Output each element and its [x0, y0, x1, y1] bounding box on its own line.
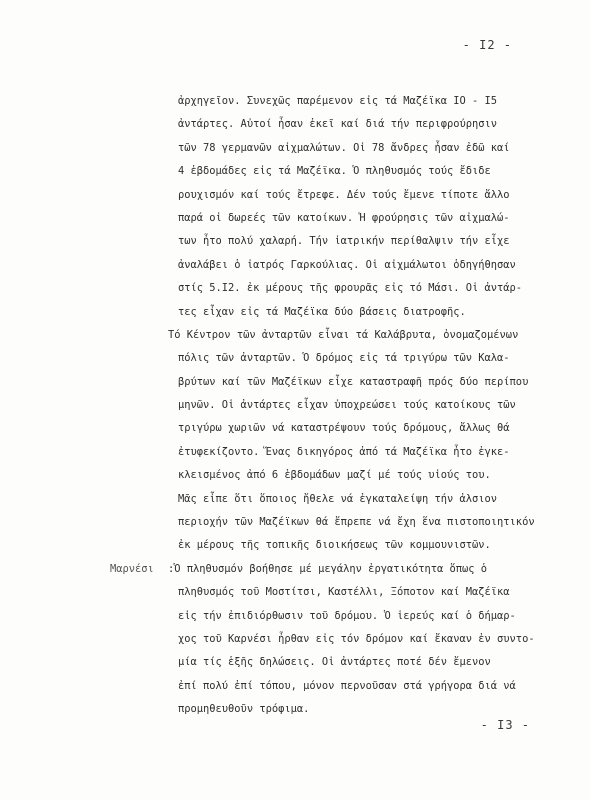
- text-line: βρύτων καί τῶν Μαζέϊκων εἶχε καταστραφῆ πρός δύο περίπου: [178, 375, 529, 388]
- text-line: τῶν 78 γερμανῶν αἰχμαλώτων. Οἱ 78 ἄνδρες ἦσαν ἐδῶ καί: [178, 141, 510, 154]
- text-line: ἐκ μέρους τῆς τοπικῆς διοικήσεως τῶν κομμουνιστῶν.: [178, 539, 491, 552]
- text-line: ἀντάρτες. Αὐτοί ἦσαν ἐκεῖ καί διά τήν περιφρούρησιν: [178, 118, 498, 131]
- text-line: 4 ἑβδομάδες εἰς τά Μαζέϊκα. Ὁ πληθυσμός τούς ἔδιδε: [178, 165, 491, 178]
- text-line: των ἦτο πολύ χαλαρή. Τήν ἰατρικήν περίθαλψιν τήν εἶχε: [178, 235, 510, 248]
- text-line: τριγύρω χωριῶν νά καταστρέψουν τούς δρόμους, ἄλλως θά: [178, 422, 510, 435]
- page-number-bottom: - I3 -: [480, 718, 530, 732]
- text-line: Τό Κέντρον τῶν ἀνταρτῶν εἶναι τά Καλάβρυτα, ὀνομαζομένων: [168, 328, 519, 341]
- text-line: ἐπί πολύ ἐπί τόπου, μόνον περνοῦσαν στά γρήγορα διά νά: [178, 679, 516, 692]
- text-line: χος τοῦ Καρνέσι ἦρθαν εἰς τόν δρόμον καί ἔκαναν ἐν συντο-: [178, 632, 535, 645]
- typed-body-text: [168, 90, 558, 722]
- text-line: παρά οἱ δωρεές τῶν κατοίκων. Ἡ φρούρησις τῶν αἰχμαλώ-: [178, 211, 510, 224]
- text-line: τες εἶχαν εἰς τά Μαζέϊκα δύο βάσεις διατροφῆς.: [178, 305, 466, 318]
- text-line: μία τίς ἑξῆς δηλώσεις. Οἱ ἀντάρτες ποτέ δέν ἔμενον: [178, 656, 491, 669]
- page-number-top: - I2 -: [462, 38, 512, 52]
- text-line: ρουχισμόν καί τούς ἔτρεφε. Δέν τούς ἔμενε τίποτε ἄλλο: [178, 188, 510, 201]
- text-line: ἀρχηγεῖον. Συνεχῶς παρέμενον εἰς τά Μαζέϊκα IO - I5: [178, 95, 498, 107]
- text-line: εἰς τήν ἐπιδιόρθωσιν τοῦ δρόμου. Ὁ ἱερεύς καί ὁ δήμαρ-: [178, 609, 516, 622]
- text-line: πληθυσμός τοῦ Μοστίτσι, Καστέλλι, Ξόποτον καί Μαζέϊκα: [178, 586, 510, 599]
- margin-label: Μαρνέσι: [110, 563, 154, 575]
- text-line: :Ὁ πληθυσμόν βοήθησε μέ μεγάλην ἐργατικότητα ὅπως ὁ: [168, 562, 488, 575]
- text-line: κλεισμένος ἀπό 6 ἑβδομάδων μαζί μέ τούς υἱούς του.: [178, 469, 491, 482]
- text-line: ἐτυφεκίζοντο. Ἕνας δικηγόρος ἀπό τά Μαζέϊκα ἦτο ἐγκε-: [178, 445, 510, 458]
- text-line: προμηθευθοῦν τρόφιμα.: [178, 703, 310, 716]
- text-line: ἀναλάβει ὁ ἰατρός Γαρκούλιας. Οἱ αἰχμάλωτοι ὁδηγήθησαν: [178, 258, 516, 271]
- text-line: περιοχήν τῶν Μαζέϊκων θά ἔπρεπε νά ἔχη ἕνα πιστοποιητικόν: [178, 516, 535, 529]
- text-line: πόλις τῶν ἀνταρτῶν. Ὁ δρόμος εἰς τά τριγύρω τῶν Καλα-: [178, 352, 510, 365]
- text-line: στίς 5.I2. ἐκ μέρους τῆς φρουρᾶς εἰς τό Μάσι. Οἱ ἀντάρ-: [178, 282, 523, 295]
- text-line: Μᾶς εἶπε ὅτι ὅποιος ἤθελε νά ἐγκαταλείψη τήν ἀλσιον: [178, 492, 498, 505]
- text-line: μηνῶν. Οἱ ἀντάρτες εἶχαν ὑποχρεώσει τούς κατοίκους τῶν: [178, 399, 516, 412]
